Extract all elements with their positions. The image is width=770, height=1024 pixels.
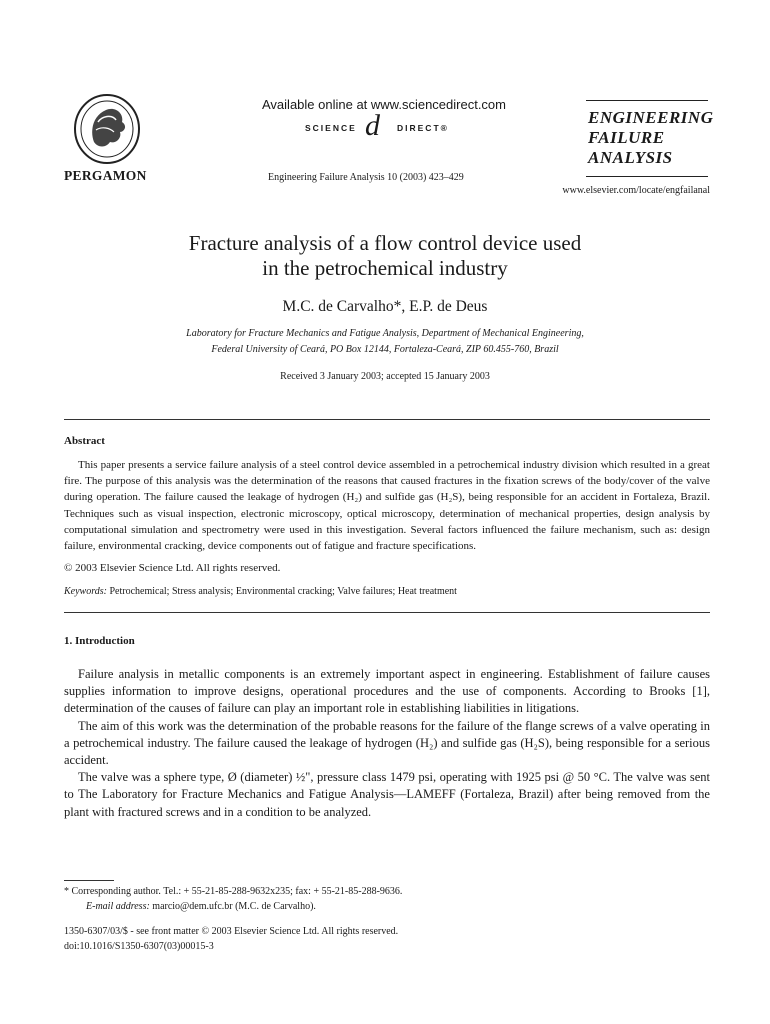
journal-title-line: ENGINEERING (588, 108, 714, 127)
keywords-label: Keywords: (64, 586, 107, 597)
affiliation (60, 326, 710, 358)
title-line: in the petrochemical industry (262, 256, 508, 280)
available-online-text: Available online at www.sciencedirect.com (262, 97, 506, 112)
footnote (64, 884, 710, 914)
publisher-name: PERGAMON (64, 168, 147, 183)
section-heading: 1. Introduction (64, 635, 135, 647)
body-paragraph: Failure analysis in metallic components is an extremely important aspect in engineering. Establishment of failure causes supplies information to improve designs, operational procedures and the use of components. According to Brooks [1], determination of the causes of failure can play an important role in establishing liabilities in litigations. (64, 667, 710, 716)
sd-logo-at: d (365, 109, 380, 142)
email-address[interactable]: marcio@dem.ufc.br (M.C. de Carvalho). (152, 901, 316, 912)
sd-logo-right: DIRECT® (397, 123, 449, 133)
affiliation-line: Federal University of Ceará, PO Box 12144, Fortaleza-Ceará, ZIP 60.455-760, Brazil (211, 344, 559, 355)
keywords (64, 586, 457, 597)
corresponding-author: * Corresponding author. Tel.: + 55-21-85-288-9632x235; fax: + 55-21-85-288-9636. (64, 886, 403, 897)
abstract-heading: Abstract (64, 435, 105, 447)
abstract-paragraph: This paper presents a service failure analysis of a steel control device assembled in a petrochemical industry division which resulted in a great fire. The purpose of this analysis was the determination of the reasons that caused fractures in the fixation screws of the body/cover of the valve during operation. The failure caused the leakage of hydrogen (H₂) and sulfide gas (H₂S), being responsible for an accident in Fortaleza, Brazil. Techniques such as visual inspection, electronic microscopy, optical microscopy, determination of mechanical properties, design analysis by computational simulation and spectrometry were used in this investigation. Several factors influenced the failure mechanism, such as: design failure, environmental cracking, device components out of fatigue and fracture specifications. (64, 459, 710, 553)
authors: M.C. de Carvalho*, E.P. de Deus (282, 298, 488, 315)
journal-title (588, 108, 713, 168)
body-paragraph: The valve was a sphere type, Ø (diameter) ½", pressure class 1479 psi, operating with 1925 psi @ 50 °C. The valve was sent to The Laboratory for Fracture Mechanics and Fatigue Analysis—LAMEFF (Fortaleza, Brazil) after being removed from the plant with fractured screws and in a condition to be analyzed. (64, 770, 710, 819)
footnote-rule (64, 880, 114, 881)
journal-rule-top (586, 100, 708, 101)
article-title (60, 231, 710, 281)
journal-title-line: FAILURE (588, 128, 665, 147)
sd-logo-left: SCIENCE (305, 123, 357, 133)
abstract-body (64, 457, 710, 554)
journal-reference: Engineering Failure Analysis 10 (2003) 423–429 (268, 172, 464, 183)
email-line (64, 899, 710, 914)
divider (64, 612, 710, 613)
received-dates: Received 3 January 2003; accepted 15 January 2003 (280, 371, 490, 382)
abstract-copyright: © 2003 Elsevier Science Ltd. All rights reserved. (64, 562, 281, 574)
issn-block (64, 924, 398, 954)
journal-url[interactable]: www.elsevier.com/locate/engfailanal (562, 185, 710, 196)
affiliation-line: Laboratory for Fracture Mechanics and Fatigue Analysis, Department of Mechanical Engineering, (186, 328, 584, 339)
title-line: Fracture analysis of a flow control device used (188, 231, 582, 255)
publisher-logo (72, 92, 142, 166)
sciencedirect-logo (305, 109, 465, 142)
email-label: E-mail address: (86, 901, 150, 912)
issn-line: 1350-6307/03/$ - see front matter © 2003 Elsevier Science Ltd. All rights reserved. (64, 926, 399, 937)
journal-rule-bottom (586, 176, 708, 177)
body-paragraph: The aim of this work was the determination of the probable reasons for the failure of the flange screws of a valve operating in a petrochemical industry. The failure caused the leakage of hydrogen (H₂) and sulfide gas (H₂S), being responsible for a serious accident. (64, 718, 710, 768)
journal-title-line: ANALYSIS (588, 148, 673, 167)
keywords-list: Petrochemical; Stress analysis; Environmental cracking; Valve failures; Heat treatment (109, 586, 457, 597)
section-body (64, 666, 710, 821)
divider (64, 419, 710, 420)
doi-line: doi:10.1016/S1350-6307(03)00015-3 (64, 941, 214, 952)
